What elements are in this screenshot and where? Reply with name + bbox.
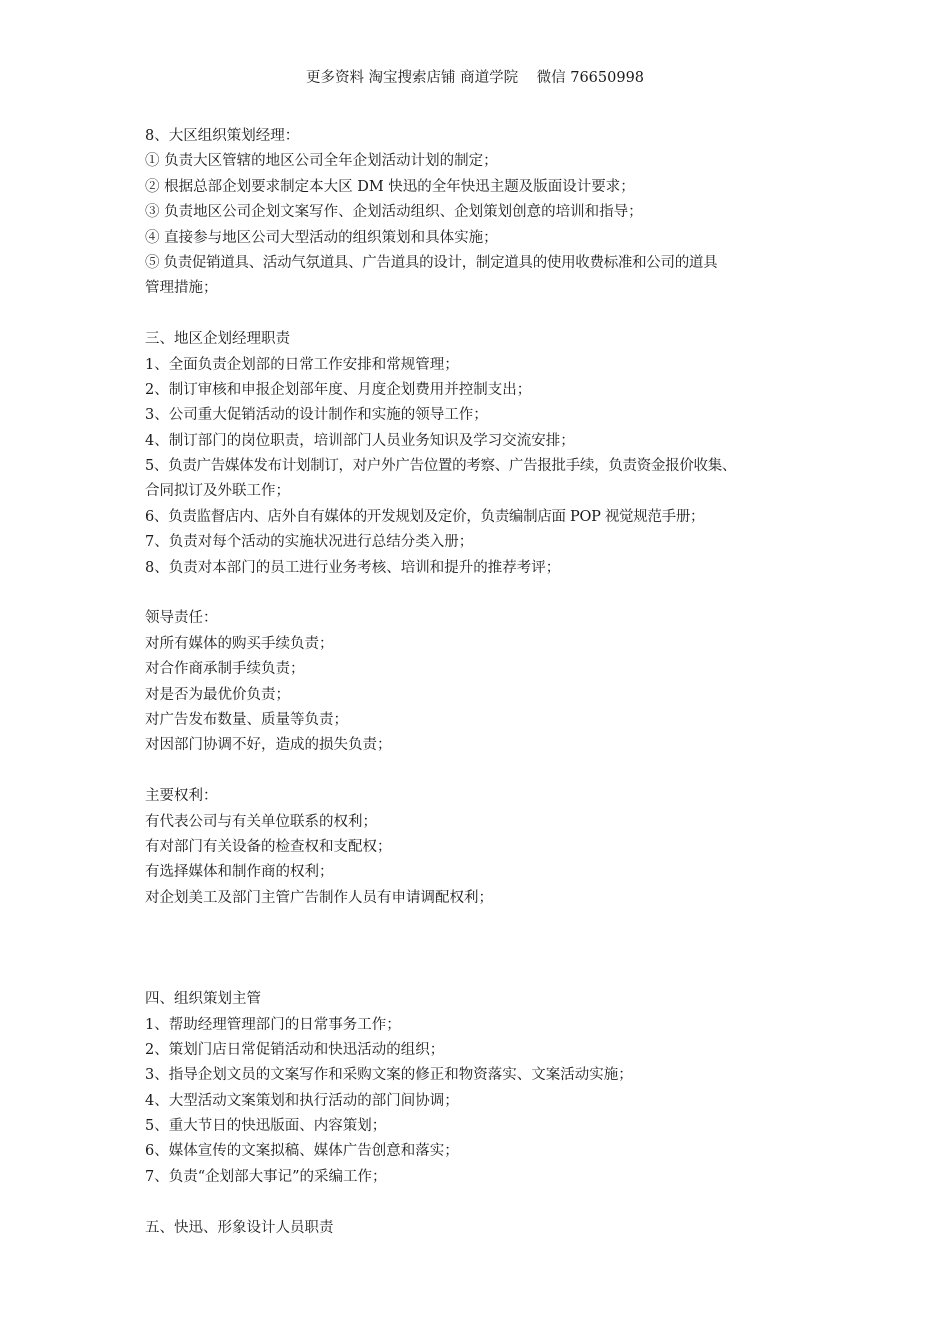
list-item: 6、媒体宣传的文案拟稿、媒体广告创意和落实； <box>145 1143 459 1160</box>
list-item: 2、策划门店日常促销活动和快迅活动的组织； <box>145 1041 445 1058</box>
list-item: 对因部门协调不好，造成的损失负责； <box>145 737 392 754</box>
list-item: 7、负责“企划部大事记”的采编工作； <box>145 1168 387 1185</box>
list-item: 对是否为最优价负责； <box>145 686 290 703</box>
list-item: 对合作商承制手续负责； <box>145 661 305 678</box>
regional-manager-title: 8、大区组织策划经理： <box>145 128 300 144</box>
list-item: 1、全面负责企划部的日常工作安排和常规管理； <box>145 356 459 373</box>
page-header: 更多资料 淘宝搜索店铺 商道学院 微信 76650998 <box>305 70 645 86</box>
paragraph-gap <box>145 302 817 327</box>
list-item-continuation: 管理措施； <box>145 280 218 297</box>
list-item: 4、大型活动文案策划和执行活动的部门间协调； <box>145 1092 459 1109</box>
list-item: 有选择媒体和制作商的权利； <box>145 864 334 881</box>
list-item: 6、负责监督店内、店外自有媒体的开发规划及定价，负责编制店面 POP 视觉规范手册； <box>145 508 705 525</box>
list-item-continuation: 合同拟订及外联工作； <box>145 483 290 500</box>
list-item: 7、负责对每个活动的实施状况进行总结分类入册； <box>145 534 474 551</box>
list-item: 1、帮助经理管理部门的日常事务工作； <box>145 1016 401 1033</box>
list-item: 5、负责广告媒体发布计划制订，对户外广告位置的考察、广告报批手续，负责资金报价收集、 <box>145 458 737 475</box>
list-item: 有代表公司与有关单位联系的权利； <box>145 813 377 830</box>
section-five-title: 五、快迅、形象设计人员职责 <box>145 1219 334 1236</box>
document-body <box>145 124 817 1241</box>
paragraph-gap <box>145 1190 817 1215</box>
list-item: ④ 直接参与地区公司大型活动的组织策划和具体实施； <box>145 229 498 246</box>
list-item: ⑤ 负责促销道具、活动气氛道具、广告道具的设计，制定道具的使用收费标准和公司的道具 <box>145 254 718 271</box>
list-item: 有对部门有关设备的检查权和支配权； <box>145 838 392 855</box>
list-item: ③ 负责地区公司企划文案写作、企划活动组织、企划策划创意的培训和指导； <box>145 204 643 221</box>
paragraph-gap <box>145 759 817 784</box>
list-item: 对广告发布数量、质量等负责； <box>145 711 348 728</box>
list-item: 2、制订审核和申报企划部年度、月度企划费用并控制支出； <box>145 381 532 398</box>
list-item: 4、制订部门的岗位职责，培训部门人员业务知识及学习交流安排； <box>145 432 575 449</box>
list-item: 5、重大节日的快迅版面、内容策划； <box>145 1118 387 1135</box>
list-item: 3、公司重大促销活动的设计制作和实施的领导工作； <box>145 407 488 424</box>
paragraph-gap <box>145 911 817 987</box>
list-item: 8、负责对本部门的员工进行业务考核、培训和提升的推荐考评； <box>145 559 561 576</box>
paragraph-gap <box>145 581 817 606</box>
list-item: 对企划美工及部门主管广告制作人员有申请调配权利； <box>145 889 493 906</box>
list-item: ② 根据总部企划要求制定本大区 DM 快迅的全年快迅主题及版面设计要求； <box>145 178 635 195</box>
list-item: ① 负责大区管辖的地区公司全年企划活动计划的制定； <box>145 153 498 170</box>
leadership-title: 领导责任： <box>145 610 218 627</box>
section-four-title: 四、组织策划主管 <box>145 991 261 1008</box>
section-three-title: 三、地区企划经理职责 <box>145 331 290 348</box>
rights-title: 主要权利： <box>145 788 218 805</box>
list-item: 3、指导企划文员的文案写作和采购文案的修正和物资落实、文案活动实施； <box>145 1067 633 1084</box>
list-item: 对所有媒体的购买手续负责； <box>145 635 334 652</box>
